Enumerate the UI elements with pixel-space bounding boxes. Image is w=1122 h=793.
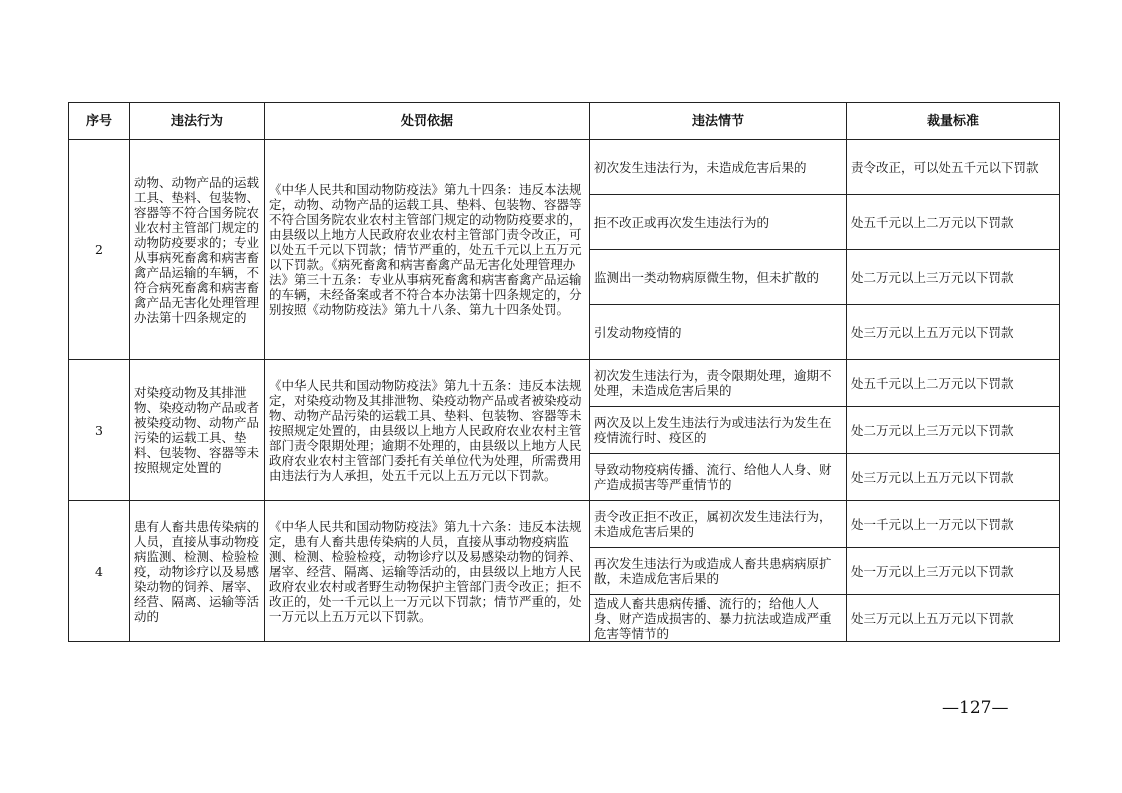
violation-circumstance: 两次及以上发生违法行为或违法行为发生在疫情流行时、疫区的: [590, 407, 847, 454]
header-circumstance: 违法情节: [590, 103, 847, 140]
discretion-standard: 处五千元以上二万元以下罚款: [847, 195, 1060, 250]
discretion-standard: 责令改正，可以处五千元以下罚款: [847, 140, 1060, 195]
row-number: 3: [69, 360, 130, 501]
penalty-basis: 《中华人民共和国动物防疫法》第九十五条：违反本法规定，对染疫动物及其排泄物、染疫动物产品或者被染疫动物、动物产品污染的运载工具、垫料、包装物、容器等未按照规定处置的，由县级以上地方人民政府农业农村主管部门责令限期处理；逾期不处理的，由县级以上地方人民政府农业农村主管部门委托有关单位代为处理，所需费用由违法行为人承担，处五千元以上五万元以下罚款。: [265, 360, 590, 501]
violation-circumstance: 拒不改正或再次发生违法行为的: [590, 195, 847, 250]
row-number: 4: [69, 501, 130, 642]
violation-circumstance: 初次发生违法行为，未造成危害后果的: [590, 140, 847, 195]
discretion-standard: 处一千元以上一万元以下罚款: [847, 501, 1060, 548]
table-row: [69, 140, 1060, 195]
discretion-standard: 处五千元以上二万元以下罚款: [847, 360, 1060, 407]
row-number: 2: [69, 140, 130, 360]
header-no: 序号: [69, 103, 130, 140]
discretion-standard: 处一万元以上三万元以下罚款: [847, 548, 1060, 595]
violation-act: 对染疫动物及其排泄物、染疫动物产品或者被染疫动物、动物产品污染的运载工具、垫料、包装物、容器等未按照规定处置的: [130, 360, 265, 501]
violation-circumstance: 造成人畜共患病传播、流行的；给他人人身、财产造成损害的、暴力抗法或造成严重危害等情节的: [590, 595, 847, 642]
header-standard: 裁量标准: [847, 103, 1060, 140]
violation-circumstance: 引发动物疫情的: [590, 305, 847, 360]
discretion-standard: 处三万元以上五万元以下罚款: [847, 595, 1060, 642]
violation-circumstance: 导致动物疫病传播、流行、给他人人身、财产造成损害等严重情节的: [590, 454, 847, 501]
page-number: —127—: [942, 698, 1009, 718]
violation-circumstance: 责令改正拒不改正，属初次发生违法行为，未造成危害后果的: [590, 501, 847, 548]
discretion-standard: 处二万元以上三万元以下罚款: [847, 407, 1060, 454]
table-row: [69, 360, 1060, 407]
penalty-basis: 《中华人民共和国动物防疫法》第九十四条：违反本法规定，动物、动物产品的运载工具、垫料、包装物、容器等不符合国务院农业农村主管部门规定的动物防疫要求的，由县级以上地方人民政府农业农村主管部门责令改正，可以处五千元以下罚款；情节严重的，处五千元以上五万元以下罚款。《病死畜禽和病害畜禽产品无害化处理管理办法》第三十五条：专业从事病死畜禽和病害畜禽产品运输的车辆，未经备案或者不符合本办法第十四条规定的，分别按照《动物防疫法》第九十八条、第九十四条处罚。: [265, 140, 590, 360]
penalty-table: [68, 102, 1060, 642]
discretion-standard: 处二万元以上三万元以下罚款: [847, 250, 1060, 305]
header-basis: 处罚依据: [265, 103, 590, 140]
violation-circumstance: 初次发生违法行为，责令限期处理，逾期不处理，未造成危害后果的: [590, 360, 847, 407]
penalty-basis: 《中华人民共和国动物防疫法》第九十六条：违反本法规定，患有人畜共患传染病的人员，直接从事动物疫病监测、检测、检验检疫，动物诊疗以及易感染动物的饲养、屠宰、经营、隔离、运输等活动的，由县级以上地方人民政府农业农村或者野生动物保护主管部门责令改正；拒不改正的，处一千元以上一万元以下罚款；情节严重的，处一万元以上五万元以下罚款。: [265, 501, 590, 642]
header-act: 违法行为: [130, 103, 265, 140]
discretion-standard: 处三万元以上五万元以下罚款: [847, 454, 1060, 501]
violation-circumstance: 监测出一类动物病原微生物，但未扩散的: [590, 250, 847, 305]
discretion-standard: 处三万元以上五万元以下罚款: [847, 305, 1060, 360]
table-row: [69, 501, 1060, 548]
table-header-row: [69, 103, 1060, 140]
violation-act: 患有人畜共患传染病的人员，直接从事动物疫病监测、检测、检验检疫，动物诊疗以及易感染动物的饲养、屠宰、经营、隔离、运输等活动的: [130, 501, 265, 642]
violation-circumstance: 再次发生违法行为或造成人畜共患病病原扩散，未造成危害后果的: [590, 548, 847, 595]
violation-act: 动物、动物产品的运载工具、垫料、包装物、容器等不符合国务院农业农村主管部门规定的动物防疫要求的；专业从事病死畜禽和病害畜禽产品运输的车辆，不符合病死畜禽和病害畜禽产品无害化处理管理办法第十四条规定的: [130, 140, 265, 360]
